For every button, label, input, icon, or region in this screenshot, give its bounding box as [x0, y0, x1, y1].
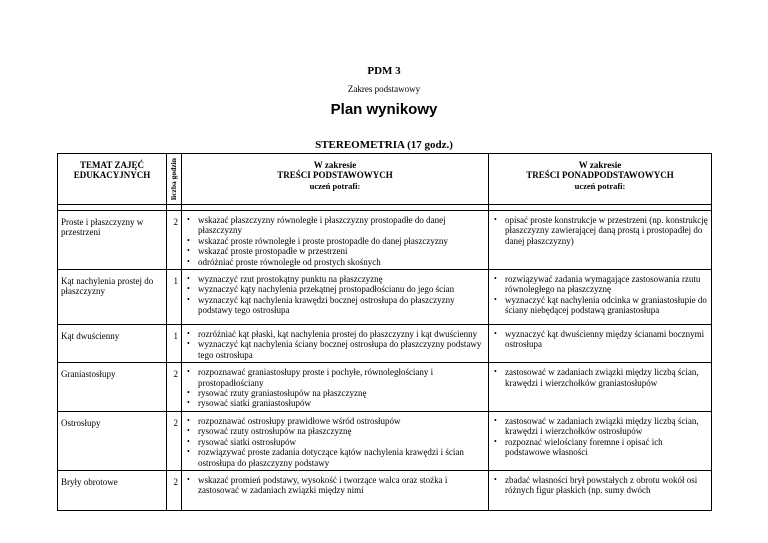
topic-name: Kąt nachylenia prostej do płaszczyzny	[58, 270, 167, 325]
topic-name: Bryły obrotowe	[58, 470, 167, 510]
list-item: • rysować siatki ostrosłupów	[187, 436, 296, 447]
list-item: • rysować rzuty graniastosłupów na płaszczyznę	[187, 388, 367, 399]
list-item: • odróżniać proste równoległe od prostych skośnych	[187, 256, 381, 267]
document-title: Plan wynikowy	[330, 101, 438, 118]
list-item: • rozróżniać kąt płaski, kąt nachylenia prostej do płaszczyzny i kąt dwuścienny	[187, 329, 478, 340]
list-item: • wskazać promień podstawy, wysokość i tworzące walca oraz stożka i zastosować w zadaniach związki między nimi	[187, 474, 448, 496]
table-row	[58, 325, 712, 363]
list-item: • rozwiązywać proste zadania dotyczące kątów nachylenia krawędzi i ścian ostrosłupa do płaszczyzny podstawy	[187, 447, 464, 468]
document-code: PDM 3	[367, 65, 401, 77]
list-item: • wyznaczyć kąt dwuścienny między ścianami bocznymi ostrosłupa	[494, 329, 705, 350]
list-item: • opisać proste konstrukcje w przestrzeni (np. konstrukcję płaszczyzny zawierającej daną prostą i prostopadłej do danej płaszczyzny)	[494, 215, 708, 246]
basic-requirements	[182, 470, 489, 510]
list-item: • wskazać proste prostopadłe w przestrzeni	[187, 246, 348, 257]
table-row	[58, 470, 712, 510]
list-item: • rysować rzuty ostrosłupów na płaszczyznę	[187, 426, 352, 437]
extended-requirements	[489, 363, 712, 412]
topic-name: Proste i płaszczyzny w przestrzeni	[58, 211, 167, 270]
list-item: • wyznaczyć rzut prostokątny punktu na płaszczyznę	[187, 274, 383, 285]
table-header-row	[58, 154, 712, 205]
extended-requirements	[489, 411, 712, 470]
table-row	[58, 211, 712, 270]
list-item: • wyznaczyć kąty nachylenia przekątnej prostopadłościanu do jego ścian	[187, 284, 455, 295]
list-item: • zastosować w zadaniach związki między liczbą ścian, krawędzi i wierzchołków ostrosłupów	[494, 415, 699, 437]
list-item: • rozwiązywać zadania wymagające zastosowania rzutu równoległego na płaszczyznę	[494, 274, 701, 295]
list-item: • wskazać płaszczyzny równoległe i płaszczyzny prostopadłe do danej płaszczyzny	[187, 215, 446, 236]
table-row	[58, 363, 712, 412]
table-row	[58, 270, 712, 325]
topic-name: Kąt dwuścienny	[58, 325, 167, 363]
list-item: • rozpoznać wielościany foremne i opisać ich podstawowe własności	[494, 436, 663, 458]
list-item: • wyznaczyć kąt nachylenia ściany bocznej ostrosłupa do płaszczyzny podstawy tego ostrosłupa	[187, 339, 482, 360]
list-item: • wyznaczyć kąt nachylenia krawędzi bocznej ostrosłupa do płaszczyzny podstawy tego ostrosłupa	[187, 294, 455, 316]
topic-hours: 2	[167, 470, 182, 510]
list-item: • rysować siatki graniastosłupów	[187, 398, 311, 409]
list-item: • rozpoznawać graniastosłupy proste i pochyłe, równoległościany i prostopadłościany	[187, 367, 434, 388]
list-item: • rozpoznawać ostrosłupy prawidłowe wśród ostrosłupów	[187, 415, 401, 426]
extended-requirements	[489, 325, 712, 363]
topic-hours: 1	[167, 325, 182, 363]
plan-table	[57, 153, 712, 511]
basic-requirements	[182, 211, 489, 270]
topic-hours: 2	[167, 363, 182, 412]
basic-requirements	[182, 411, 489, 470]
list-item: • zastosować w zadaniach związki między liczbą ścian, krawędzi i wierzchołków graniastosłupów	[494, 367, 699, 388]
extended-requirements	[489, 211, 712, 270]
list-item: • wskazać proste równoległe i proste prostopadłe do danej płaszczyzny	[187, 235, 448, 246]
header-hours: liczba godzin	[167, 154, 182, 205]
header-basic: W zakresie TREŚCI PODSTAWOWYCH uczeń potrafi:	[182, 154, 489, 205]
table-row	[58, 411, 712, 470]
topic-hours: 1	[167, 270, 182, 325]
list-item: • zbadać własności brył powstałych z obrotu wokół osi różnych figur płaskich (np. sumy dwóch	[494, 474, 698, 496]
document-subtitle: Zakres podstawowy	[347, 84, 421, 94]
basic-requirements	[182, 363, 489, 412]
section-title: STEREOMETRIA (17 godz.)	[315, 139, 453, 151]
topic-hours: 2	[167, 211, 182, 270]
extended-requirements	[489, 470, 712, 510]
extended-requirements	[489, 270, 712, 325]
list-item: • wyznaczyć kąt nachylenia odcinka w graniastosłupie do ściany niebędącej podstawą graniastosłupa	[494, 294, 707, 316]
topic-name: Ostrosłupy	[58, 411, 167, 470]
basic-requirements	[182, 325, 489, 363]
header-extended: W zakresie TREŚCI PONADPODSTAWOWYCH uczeń potrafi:	[489, 154, 712, 205]
header-topic: TEMAT ZAJĘĆ EDUKACYJNYCH	[58, 154, 167, 205]
topic-name: Graniastosłupy	[58, 363, 167, 412]
topic-hours: 2	[167, 411, 182, 470]
basic-requirements	[182, 270, 489, 325]
